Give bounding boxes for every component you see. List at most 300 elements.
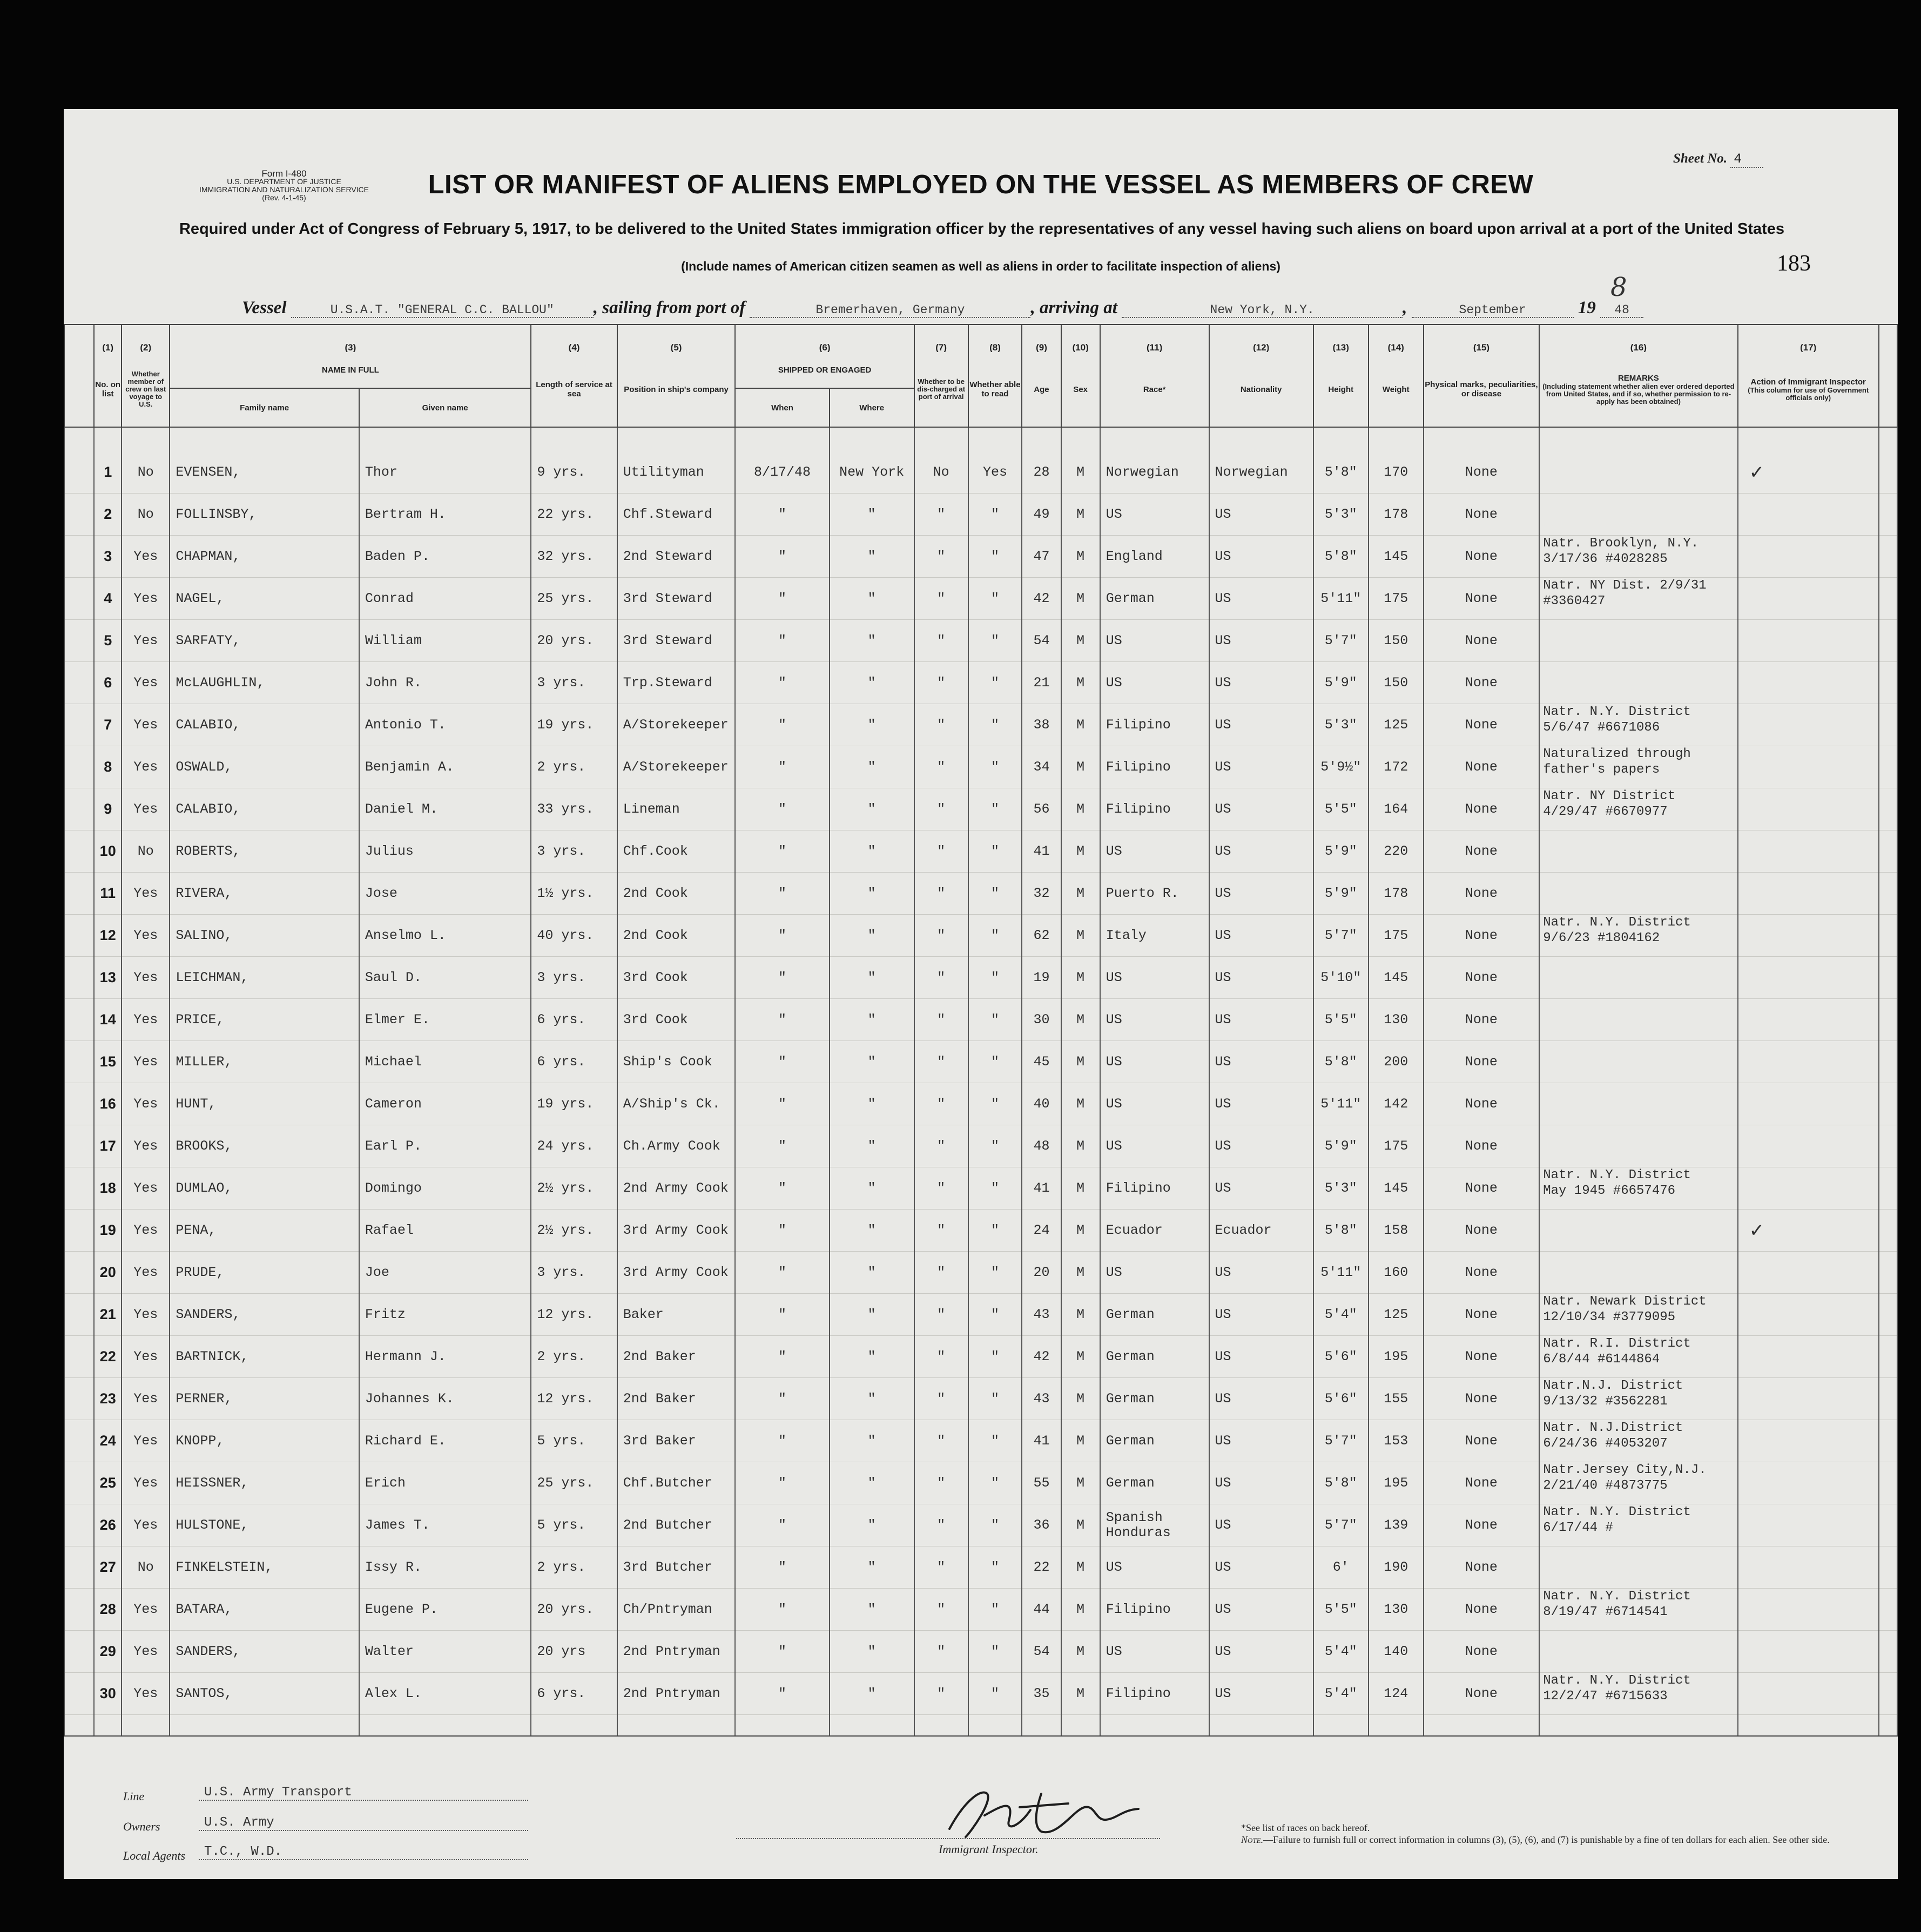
given-name: Johannes K. <box>359 1378 531 1420</box>
age: 48 <box>1022 1125 1061 1167</box>
crew-row <box>64 1589 1897 1631</box>
spacer-row <box>64 427 1897 451</box>
inspector-action <box>1738 830 1879 873</box>
weight: 200 <box>1369 1041 1424 1083</box>
crew-row <box>64 578 1897 620</box>
to-be-discharged: " <box>914 1210 968 1252</box>
crew-row <box>64 957 1897 999</box>
position: A/Storekeeper <box>617 746 736 788</box>
member-last-voyage: No <box>122 494 170 536</box>
shipped-where: " <box>830 1378 914 1420</box>
margin-cell <box>1879 873 1897 915</box>
row-number: 21 <box>94 1294 122 1336</box>
age: 47 <box>1022 536 1061 578</box>
crew-row <box>64 536 1897 578</box>
able-to-read: " <box>968 1420 1022 1462</box>
length-of-service: 3 yrs. <box>531 957 617 999</box>
family-name: EVENSEN, <box>170 451 359 494</box>
sex: M <box>1061 1462 1100 1504</box>
position: Lineman <box>617 788 736 830</box>
remarks <box>1539 1083 1737 1125</box>
given-name: Daniel M. <box>359 788 531 830</box>
length-of-service: 12 yrs. <box>531 1294 617 1336</box>
sex: M <box>1061 1294 1100 1336</box>
age: 35 <box>1022 1673 1061 1715</box>
family-name: PERNER, <box>170 1378 359 1420</box>
arriving-label: , arriving at <box>1030 298 1117 318</box>
age: 54 <box>1022 620 1061 662</box>
shipped-when: " <box>735 578 829 620</box>
sex: M <box>1061 1041 1100 1083</box>
physical-marks: None <box>1424 662 1540 704</box>
remarks: Natr. NY Dist. 2/9/31 #3360427 <box>1539 578 1737 620</box>
inspector-label: Immigrant Inspector. <box>939 1842 1039 1856</box>
family-name: MILLER, <box>170 1041 359 1083</box>
port-from: Bremerhaven, Germany <box>750 303 1030 318</box>
shipped-where: " <box>830 999 914 1041</box>
remarks <box>1539 999 1737 1041</box>
weight: 130 <box>1369 1589 1424 1631</box>
margin-cell <box>64 788 94 830</box>
shipped-where: " <box>830 1504 914 1546</box>
weight: 155 <box>1369 1378 1424 1420</box>
able-to-read: " <box>968 1083 1022 1125</box>
to-be-discharged: " <box>914 746 968 788</box>
to-be-discharged: " <box>914 788 968 830</box>
action-title: Action of Immigrant Inspector <box>1750 377 1866 387</box>
able-to-read: " <box>968 788 1022 830</box>
family-name: SALINO, <box>170 915 359 957</box>
remarks <box>1539 830 1737 873</box>
member-last-voyage: Yes <box>122 1378 170 1420</box>
inspector-action <box>1738 662 1879 704</box>
shipped-when: " <box>735 1504 829 1546</box>
header-age: Age <box>1022 352 1061 427</box>
header-no-on-list: No. on list <box>94 352 122 427</box>
member-last-voyage: Yes <box>122 999 170 1041</box>
physical-marks: None <box>1424 451 1540 494</box>
nationality: US <box>1209 578 1313 620</box>
crew-row <box>64 494 1897 536</box>
family-name: SARFATY, <box>170 620 359 662</box>
race: Norwegian <box>1100 451 1209 494</box>
given-name: Joe <box>359 1252 531 1294</box>
age: 43 <box>1022 1378 1061 1420</box>
physical-marks: None <box>1424 957 1540 999</box>
crew-row <box>64 1125 1897 1167</box>
margin-cell <box>64 451 94 494</box>
weight: 175 <box>1369 1125 1424 1167</box>
remarks <box>1539 873 1737 915</box>
margin-cell <box>1879 1504 1897 1546</box>
agents-value: T.C., W.D. <box>199 1845 528 1860</box>
margin-cell <box>1879 1589 1897 1631</box>
sex: M <box>1061 620 1100 662</box>
race: US <box>1100 999 1209 1041</box>
row-number: 29 <box>94 1631 122 1673</box>
weight: 150 <box>1369 620 1424 662</box>
page-subtitle: Required under Act of Congress of February 5, 1917, to be delivered to the United States immigration officer by the representatives of any vessel having such aliens on board upon arrival at a port of the United States <box>179 220 1785 238</box>
margin-cell <box>64 352 94 427</box>
family-name: FOLLINSBY, <box>170 494 359 536</box>
family-name: HEISSNER, <box>170 1462 359 1504</box>
given-name: James T. <box>359 1504 531 1546</box>
member-last-voyage: Yes <box>122 1041 170 1083</box>
member-last-voyage: Yes <box>122 1462 170 1504</box>
nationality: US <box>1209 1631 1313 1673</box>
shipped-when: " <box>735 746 829 788</box>
weight: 170 <box>1369 451 1424 494</box>
length-of-service: 2½ yrs. <box>531 1167 617 1210</box>
physical-marks: None <box>1424 1673 1540 1715</box>
row-number: 4 <box>94 578 122 620</box>
member-last-voyage: Yes <box>122 746 170 788</box>
sex: M <box>1061 1546 1100 1589</box>
position: 2nd Steward <box>617 536 736 578</box>
race: Filipino <box>1100 746 1209 788</box>
margin-cell <box>64 662 94 704</box>
able-to-read: " <box>968 620 1022 662</box>
colnum-3: (3) <box>170 325 531 352</box>
manifest-sheet <box>64 109 1898 1879</box>
family-name: RIVERA, <box>170 873 359 915</box>
weight: 124 <box>1369 1673 1424 1715</box>
member-last-voyage: Yes <box>122 1252 170 1294</box>
crew-row <box>64 1420 1897 1462</box>
race: Filipino <box>1100 1167 1209 1210</box>
margin-cell <box>64 578 94 620</box>
physical-marks: None <box>1424 915 1540 957</box>
length-of-service: 19 yrs. <box>531 704 617 746</box>
penalty-note <box>1241 1834 1862 1846</box>
inspector-action <box>1738 1125 1879 1167</box>
crew-row <box>64 873 1897 915</box>
note-label: Note. <box>1241 1834 1264 1845</box>
inspector-action <box>1738 578 1879 620</box>
owners-label: Owners <box>123 1820 160 1833</box>
crew-row <box>64 746 1897 788</box>
race: Filipino <box>1100 788 1209 830</box>
given-name: Elmer E. <box>359 999 531 1041</box>
given-name: Cameron <box>359 1083 531 1125</box>
nationality: US <box>1209 1083 1313 1125</box>
age: 54 <box>1022 1631 1061 1673</box>
margin-cell <box>1879 662 1897 704</box>
inspector-action: ✓ <box>1738 1210 1879 1252</box>
able-to-read: " <box>968 1336 1022 1378</box>
length-of-service: 32 yrs. <box>531 536 617 578</box>
able-to-read: " <box>968 1462 1022 1504</box>
margin-cell <box>64 1631 94 1673</box>
sex: M <box>1061 873 1100 915</box>
inspector-action <box>1738 1631 1879 1673</box>
member-last-voyage: No <box>122 451 170 494</box>
race: US <box>1100 830 1209 873</box>
shipped-when: " <box>735 1041 829 1083</box>
sex: M <box>1061 788 1100 830</box>
margin-cell <box>64 1336 94 1378</box>
given-name: Thor <box>359 451 531 494</box>
physical-marks: None <box>1424 1252 1540 1294</box>
age: 32 <box>1022 873 1061 915</box>
age: 40 <box>1022 1083 1061 1125</box>
remarks <box>1539 957 1737 999</box>
margin-cell <box>1879 1294 1897 1336</box>
family-name: SANDERS, <box>170 1294 359 1336</box>
remarks <box>1539 1210 1737 1252</box>
member-last-voyage: Yes <box>122 578 170 620</box>
nationality: US <box>1209 536 1313 578</box>
margin-cell <box>64 325 94 352</box>
able-to-read: " <box>968 746 1022 788</box>
footer-notes <box>1241 1822 1862 1846</box>
crew-row <box>64 1462 1897 1504</box>
shipped-when: " <box>735 1294 829 1336</box>
able-to-read: " <box>968 830 1022 873</box>
height: 5'10" <box>1313 957 1369 999</box>
length-of-service: 25 yrs. <box>531 578 617 620</box>
position: 3rd Army Cook <box>617 1210 736 1252</box>
shipped-where: " <box>830 1252 914 1294</box>
race: German <box>1100 1378 1209 1420</box>
shipped-when: " <box>735 1125 829 1167</box>
colnum-12: (12) <box>1209 325 1313 352</box>
able-to-read: Yes <box>968 451 1022 494</box>
row-number: 10 <box>94 830 122 873</box>
family-name: HUNT, <box>170 1083 359 1125</box>
physical-marks: None <box>1424 578 1540 620</box>
race: US <box>1100 1252 1209 1294</box>
note-text: —Failure to furnish full or correct information in columns (3), (5), (6), and (7) is punishable by a fine of ten dollars for each alien. See other side. <box>1263 1834 1830 1845</box>
physical-marks: None <box>1424 1378 1540 1420</box>
weight: 220 <box>1369 830 1424 873</box>
given-name: Julius <box>359 830 531 873</box>
shipped-where: " <box>830 1336 914 1378</box>
nationality: US <box>1209 1589 1313 1631</box>
shipped-where: " <box>830 536 914 578</box>
position: Chf.Steward <box>617 494 736 536</box>
inspector-action <box>1738 1083 1879 1125</box>
shipped-when: " <box>735 915 829 957</box>
given-name: Bertram H. <box>359 494 531 536</box>
age: 19 <box>1022 957 1061 999</box>
margin-cell <box>1879 957 1897 999</box>
physical-marks: None <box>1424 494 1540 536</box>
shipped-where: " <box>830 1167 914 1210</box>
age: 38 <box>1022 704 1061 746</box>
to-be-discharged: No <box>914 451 968 494</box>
shipped-when: " <box>735 1631 829 1673</box>
row-number: 13 <box>94 957 122 999</box>
weight: 195 <box>1369 1462 1424 1504</box>
margin-cell <box>1879 1673 1897 1715</box>
margin-cell <box>64 1589 94 1631</box>
able-to-read: " <box>968 1125 1022 1167</box>
margin-cell <box>1879 536 1897 578</box>
margin-cell <box>1879 578 1897 620</box>
member-last-voyage: Yes <box>122 1631 170 1673</box>
race: Puerto R. <box>1100 873 1209 915</box>
physical-marks: None <box>1424 1462 1540 1504</box>
nationality: US <box>1209 1252 1313 1294</box>
crew-row <box>64 1504 1897 1546</box>
weight: 145 <box>1369 1167 1424 1210</box>
length-of-service: 6 yrs. <box>531 1041 617 1083</box>
margin-cell <box>1879 1631 1897 1673</box>
shipped-where: " <box>830 830 914 873</box>
inspector-action <box>1738 1673 1879 1715</box>
crew-row <box>64 1083 1897 1125</box>
inspector-action <box>1738 1589 1879 1631</box>
physical-marks: None <box>1424 1125 1540 1167</box>
given-name: Erich <box>359 1462 531 1504</box>
length-of-service: 40 yrs. <box>531 915 617 957</box>
margin-cell <box>64 1504 94 1546</box>
sex: M <box>1061 1167 1100 1210</box>
nationality: US <box>1209 788 1313 830</box>
race: US <box>1100 494 1209 536</box>
shipped-where: New York <box>830 451 914 494</box>
race: England <box>1100 536 1209 578</box>
shipped-where: " <box>830 873 914 915</box>
position: 3rd Butcher <box>617 1546 736 1589</box>
remarks <box>1539 1252 1737 1294</box>
age: 24 <box>1022 1210 1061 1252</box>
row-number: 26 <box>94 1504 122 1546</box>
margin-cell <box>1879 325 1897 352</box>
position: Utilityman <box>617 451 736 494</box>
family-name: LEICHMAN, <box>170 957 359 999</box>
position: 2nd Baker <box>617 1336 736 1378</box>
age: 28 <box>1022 451 1061 494</box>
weight: 175 <box>1369 578 1424 620</box>
header-height: Height <box>1313 352 1369 427</box>
remarks <box>1539 1546 1737 1589</box>
race: Filipino <box>1100 704 1209 746</box>
weight: 190 <box>1369 1546 1424 1589</box>
family-name: BARTNICK, <box>170 1336 359 1378</box>
inspector-action <box>1738 704 1879 746</box>
length-of-service: 33 yrs. <box>531 788 617 830</box>
height: 5'6" <box>1313 1378 1369 1420</box>
margin-cell <box>1879 451 1897 494</box>
shipped-when: " <box>735 830 829 873</box>
race: US <box>1100 620 1209 662</box>
nationality: US <box>1209 662 1313 704</box>
given-name: William <box>359 620 531 662</box>
height: 5'7" <box>1313 1420 1369 1462</box>
height: 5'9" <box>1313 1125 1369 1167</box>
able-to-read: " <box>968 1673 1022 1715</box>
shipped-where: " <box>830 957 914 999</box>
header-given-name: Given name <box>359 388 531 427</box>
position: 2nd Pntryman <box>617 1673 736 1715</box>
physical-marks: None <box>1424 536 1540 578</box>
weight: 178 <box>1369 494 1424 536</box>
length-of-service: 19 yrs. <box>531 1083 617 1125</box>
crew-row <box>64 788 1897 830</box>
given-name: Richard E. <box>359 1420 531 1462</box>
crew-row <box>64 1631 1897 1673</box>
position: 3rd Baker <box>617 1420 736 1462</box>
shipped-when: " <box>735 536 829 578</box>
position: 2nd Army Cook <box>617 1167 736 1210</box>
inspector-action <box>1738 957 1879 999</box>
family-name: PRUDE, <box>170 1252 359 1294</box>
weight: 125 <box>1369 704 1424 746</box>
to-be-discharged: " <box>914 494 968 536</box>
header-nationality: Nationality <box>1209 352 1313 427</box>
age: 36 <box>1022 1504 1061 1546</box>
shipped-when: 8/17/48 <box>735 451 829 494</box>
margin-cell <box>64 1041 94 1083</box>
length-of-service: 25 yrs. <box>531 1462 617 1504</box>
nationality: US <box>1209 1378 1313 1420</box>
position: 3rd Steward <box>617 578 736 620</box>
able-to-read: " <box>968 1210 1022 1252</box>
given-name: Conrad <box>359 578 531 620</box>
physical-marks: None <box>1424 999 1540 1041</box>
able-to-read: " <box>968 1041 1022 1083</box>
header-position: Position in ship's company <box>617 352 736 427</box>
family-name: CALABIO, <box>170 788 359 830</box>
height: 6' <box>1313 1546 1369 1589</box>
shipped-where: " <box>830 1673 914 1715</box>
remarks: Natr. N.J.District 6/24/36 #4053207 <box>1539 1420 1737 1462</box>
position: Trp.Steward <box>617 662 736 704</box>
able-to-read: " <box>968 999 1022 1041</box>
inspector-action <box>1738 1041 1879 1083</box>
physical-marks: None <box>1424 1546 1540 1589</box>
shipped-where: " <box>830 494 914 536</box>
physical-marks: None <box>1424 746 1540 788</box>
shipped-where: " <box>830 915 914 957</box>
crew-row <box>64 620 1897 662</box>
member-last-voyage: Yes <box>122 1210 170 1252</box>
able-to-read: " <box>968 1504 1022 1546</box>
able-to-read: " <box>968 1294 1022 1336</box>
nationality: US <box>1209 1336 1313 1378</box>
row-number: 3 <box>94 536 122 578</box>
sex: M <box>1061 494 1100 536</box>
member-last-voyage: Yes <box>122 788 170 830</box>
race: Spanish Honduras <box>1100 1504 1209 1546</box>
colnum-14: (14) <box>1369 325 1424 352</box>
able-to-read: " <box>968 536 1022 578</box>
to-be-discharged: " <box>914 1125 968 1167</box>
inspector-action <box>1738 494 1879 536</box>
height: 5'8" <box>1313 1462 1369 1504</box>
margin-cell <box>64 536 94 578</box>
age: 20 <box>1022 1252 1061 1294</box>
family-name: DUMLAO, <box>170 1167 359 1210</box>
physical-marks: None <box>1424 788 1540 830</box>
nationality: US <box>1209 1546 1313 1589</box>
member-last-voyage: Yes <box>122 1167 170 1210</box>
sex: M <box>1061 1504 1100 1546</box>
age: 21 <box>1022 662 1061 704</box>
margin-cell <box>64 1294 94 1336</box>
member-last-voyage: Yes <box>122 662 170 704</box>
colnum-1: (1) <box>94 325 122 352</box>
sex: M <box>1061 1125 1100 1167</box>
sex: M <box>1061 704 1100 746</box>
remarks: Natr. N.Y. District May 1945 #6657476 <box>1539 1167 1737 1210</box>
shipped-when: " <box>735 494 829 536</box>
margin-cell <box>64 1125 94 1167</box>
race: German <box>1100 578 1209 620</box>
age: 42 <box>1022 578 1061 620</box>
